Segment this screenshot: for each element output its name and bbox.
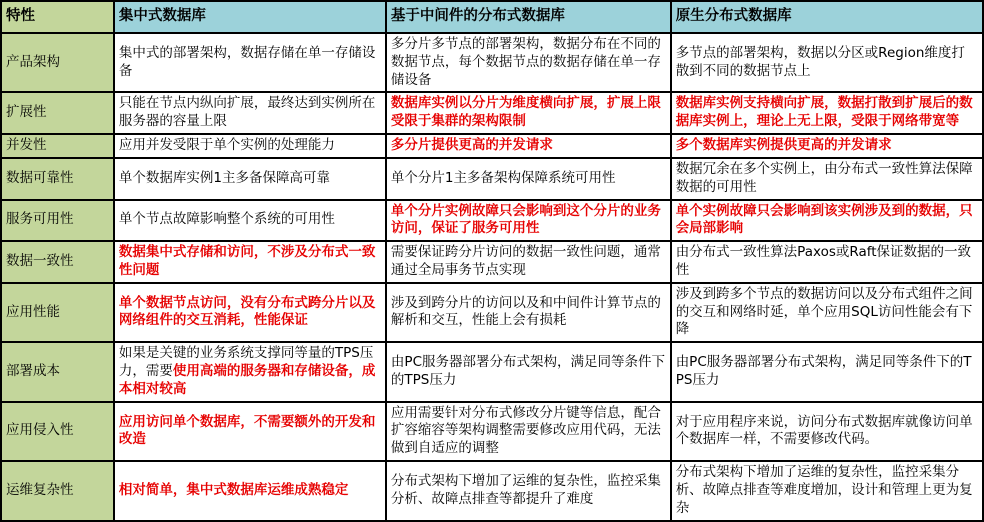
table-cell — [671, 33, 983, 92]
table-cell — [386, 134, 671, 158]
table-cell — [386, 200, 671, 242]
cell-text: 对于应用程序来说，访问分布式数据库就像访问单个数据库一样，不需要修改代码。 — [675, 413, 973, 448]
column-header-middleware-distributed-db: 基于中间件的分布式数据库 — [386, 1, 671, 33]
table-cell — [386, 241, 671, 283]
highlighted-cell-text: 数据库实例支持横向扩展，数据打散到扩展后的数据库实例上，理论上无上限，受限于网络带宽等 — [675, 95, 973, 130]
table-cell — [671, 283, 983, 342]
table-cell — [386, 158, 671, 200]
row-feature-label: 应用侵入性 — [1, 402, 114, 461]
table-cell — [114, 342, 386, 401]
table-cell — [114, 158, 386, 200]
cell-text: 涉及到跨多个节点的数据访问以及分布式组件之间的交互和网络时延，单个应用SQL访问性能会有下降 — [675, 285, 973, 338]
table-cell — [386, 33, 671, 92]
table-cell — [114, 33, 386, 92]
table-row — [1, 461, 983, 520]
highlighted-cell-text: 数据库实例以分片为维度横向扩展，扩展上限受限于集群的架构限制 — [390, 95, 661, 130]
table-row — [1, 158, 983, 200]
table-row — [1, 402, 983, 461]
cell-text: 多分片多节点的部署架构，数据分布在不同的数据节点，每个数据节点的数据存储在单一存储设备 — [390, 36, 661, 88]
table-row — [1, 200, 983, 242]
table-cell — [114, 402, 386, 461]
cell-text: 只能在节点内纵向扩展，最终达到实例所在服务器的容量上限 — [118, 95, 376, 130]
table-cell — [386, 402, 671, 461]
table-row — [1, 33, 983, 92]
row-feature-label: 扩展性 — [1, 92, 114, 134]
row-feature-label: 服务可用性 — [1, 200, 114, 242]
cell-text: 分布式架构下增加了运维的复杂性，监控采集分析、故障点排查等都提升了难度 — [390, 472, 661, 507]
table-cell — [114, 241, 386, 283]
cell-text: 多节点的部署架构，数据以分区或Region维度打散到不同的数据节点上 — [675, 44, 965, 79]
table-cell — [671, 158, 983, 200]
table-cell — [114, 134, 386, 158]
highlighted-cell-text: 使用高端的服务器和存储设备，成本相对较高 — [118, 363, 376, 397]
row-feature-label: 部署成本 — [1, 342, 114, 401]
table-row — [1, 241, 983, 283]
highlighted-cell-text: 多个数据库实例提供更高的并发请求 — [675, 137, 892, 154]
cell-text: 分布式架构下增加了运维的复杂性，监控采集分析、故障点排查等难度增加，设计和管理上更为复杂 — [675, 464, 973, 516]
cell-text: 数据冗余在多个实例上，由分布式一致性算法保障数据的可用性 — [675, 160, 973, 195]
cell-text: 需要保证跨分片访问的数据一致性问题，通常通过全局事务节点实现 — [390, 244, 661, 278]
table-cell — [114, 92, 386, 134]
table-row — [1, 283, 983, 342]
header-row — [1, 1, 983, 33]
cell-text: 由PC服务器部署分布式架构，满足同等条件下的TPS压力 — [390, 354, 665, 388]
cell-text: 如果是关键的业务系统支撑同等量的TPS压力，需要 — [118, 345, 374, 379]
row-feature-label: 并发性 — [1, 134, 114, 158]
table-cell — [386, 342, 671, 401]
cell-text: 涉及到跨分片的访问以及和中间件计算节点的解析和交互，性能上会有损耗 — [390, 294, 661, 329]
table-cell — [671, 342, 983, 401]
highlighted-cell-text: 单个分片实例故障只会影响到这个分片的业务访问，保证了服务可用性 — [390, 202, 661, 237]
table-row — [1, 134, 983, 158]
table-cell — [114, 283, 386, 342]
cell-text: 单个数据库实例1主多备保障高可靠 — [118, 169, 331, 186]
column-header-feature: 特性 — [1, 1, 114, 33]
table-cell — [671, 92, 983, 134]
table-row — [1, 342, 983, 401]
row-feature-label: 运维复杂性 — [1, 461, 114, 520]
highlighted-cell-text: 多分片提供更高的并发请求 — [390, 137, 553, 154]
table-cell — [386, 283, 671, 342]
cell-text: 单个分片1主多备架构保障系统可用性 — [390, 169, 616, 186]
cell-text: 应用需要针对分布式修改分片键等信息，配合扩容缩容等架构调整需要修改应用代码，无法做到自适应的调整 — [390, 404, 661, 457]
cell-text: 由分布式一致性算法Paxos或Raft保证数据的一致性 — [675, 244, 972, 278]
table-cell — [671, 241, 983, 283]
table-cell — [671, 200, 983, 242]
highlighted-cell-text: 相对简单，集中式数据库运维成熟稳定 — [118, 481, 349, 498]
cell-text: 由PC服务器部署分布式架构，满足同等条件下的TPS压力 — [675, 354, 972, 388]
table-cell — [386, 92, 671, 134]
column-header-centralized-db: 集中式数据库 — [114, 1, 386, 33]
row-feature-label: 产品架构 — [1, 33, 114, 92]
table-cell — [386, 461, 671, 520]
table-cell — [671, 402, 983, 461]
row-feature-label: 数据一致性 — [1, 241, 114, 283]
table-cell — [671, 134, 983, 158]
cell-text: 集中式的部署架构，数据存储在单一存储设备 — [118, 44, 376, 79]
table-cell — [114, 200, 386, 242]
row-feature-label: 数据可靠性 — [1, 158, 114, 200]
highlighted-cell-text: 单个数据节点访问，没有分布式跨分片以及网络组件的交互消耗，性能保证 — [118, 294, 376, 329]
highlighted-cell-text: 单个实例故障只会影响到该实例涉及到的数据，只会局部影响 — [675, 202, 973, 237]
cell-text: 应用并发受限于单个实例的处理能力 — [118, 137, 335, 154]
table-row — [1, 92, 983, 134]
table-cell — [114, 461, 386, 520]
row-feature-label: 应用性能 — [1, 283, 114, 342]
table-cell — [671, 461, 983, 520]
highlighted-cell-text: 应用访问单个数据库，不需要额外的开发和改造 — [118, 413, 376, 448]
highlighted-cell-text: 数据集中式存储和访问，不涉及分布式一致性问题 — [118, 244, 376, 278]
cell-text: 单个节点故障影响整个系统的可用性 — [118, 211, 335, 228]
column-header-native-distributed-db: 原生分布式数据库 — [671, 1, 983, 33]
